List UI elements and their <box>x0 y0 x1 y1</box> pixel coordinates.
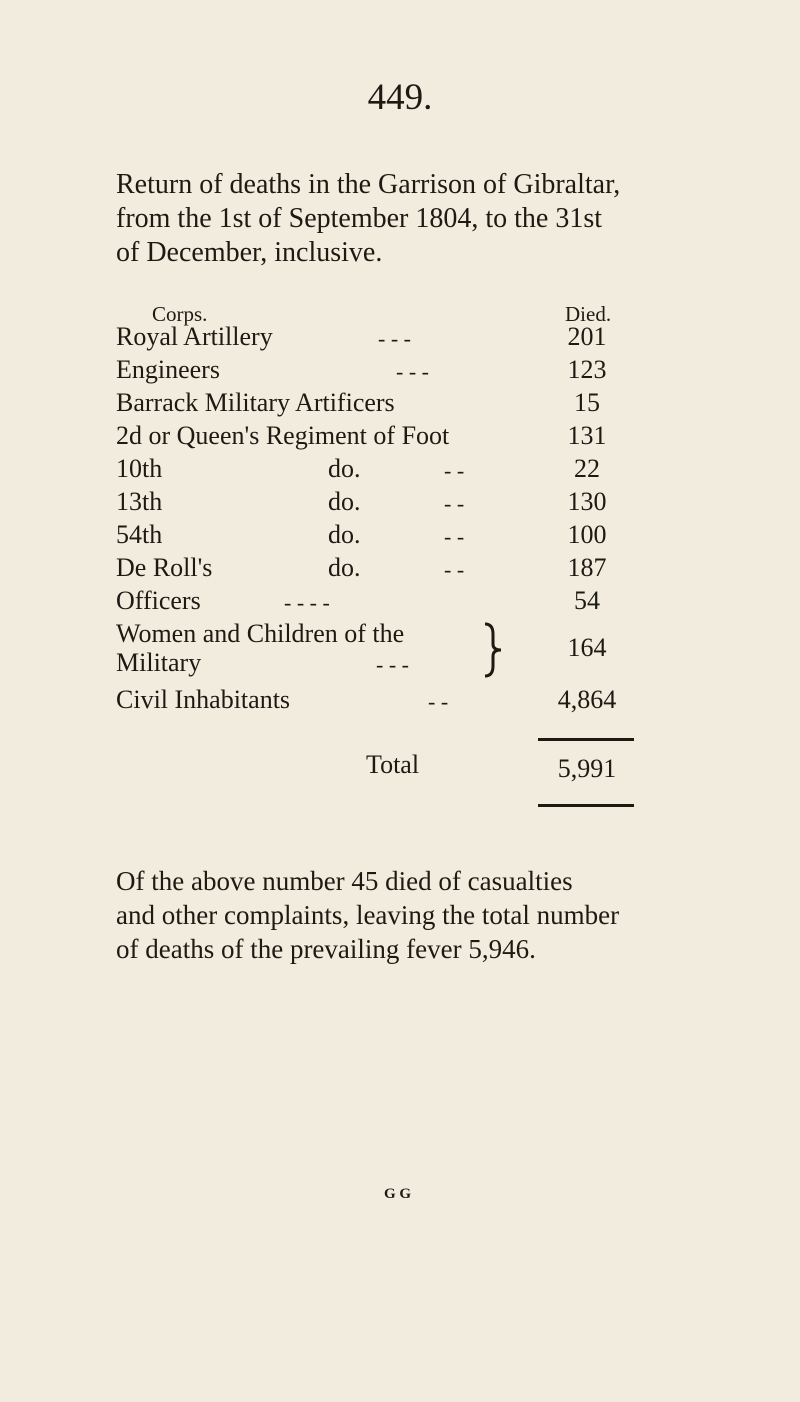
table-row-corps: 54th <box>116 520 163 549</box>
table-row-corps: Officers <box>116 586 201 615</box>
total-rule-top <box>538 738 634 741</box>
table-row-died: 100 <box>567 520 607 549</box>
table-row-died: 123 <box>567 355 607 384</box>
table-row-died: 201 <box>567 322 607 351</box>
column-header-corps: Corps. <box>152 302 208 326</box>
table-row-corps: Women and Children of the <box>116 619 405 648</box>
closing-paragraph <box>116 864 716 966</box>
table-row-leader: - - <box>444 524 465 549</box>
table-row-leader: - - <box>444 491 465 516</box>
table-row-ditto: do. <box>328 454 361 483</box>
table-row-corps: Barrack Military Artificers <box>116 388 395 417</box>
paragraph-line-1: Of the above number 45 died of casualties <box>116 866 573 896</box>
table-row-leader: - - <box>428 689 449 714</box>
table-row-corps: De Roll's <box>116 553 213 582</box>
table-row-died: 130 <box>567 487 607 516</box>
table-row-died: 4,864 <box>557 685 617 714</box>
table-row-leader: - - - - <box>284 590 330 615</box>
column-header-died: Died. <box>565 302 612 326</box>
heading-line-3: of December, inclusive. <box>116 237 383 268</box>
table-row-died: 187 <box>567 553 607 582</box>
table-row-died: 131 <box>567 421 607 450</box>
heading-line-2: from the 1st of September 1804, to the 31st <box>116 203 603 234</box>
total-rule-bottom <box>538 804 634 807</box>
table-row-corps: Civil Inhabitants <box>116 685 291 714</box>
table-row-died: 164 <box>567 633 607 662</box>
page-heading <box>116 168 736 270</box>
table-row-leader: - - - <box>376 652 409 677</box>
table-row-died: 22 <box>574 454 600 483</box>
table-row-corps-continued: Military <box>116 648 202 677</box>
table-row-ditto: do. <box>328 520 361 549</box>
table-row-leader: - - - <box>378 326 411 351</box>
table-row-leader: - - - <box>396 359 429 384</box>
paragraph-line-2: and other complaints, leaving the total number <box>116 900 620 930</box>
table-row-corps: Royal Artillery <box>116 322 273 351</box>
total-label: Total <box>366 750 420 779</box>
table-row-died: 54 <box>574 586 600 615</box>
table-row-ditto: do. <box>328 487 361 516</box>
table-row-corps: Engineers <box>116 355 220 384</box>
table-row-died: 15 <box>574 388 600 417</box>
paragraph-line-3: of deaths of the prevailing fever 5,946. <box>116 934 536 964</box>
total-value: 5,991 <box>557 754 617 783</box>
page-number: 449. <box>367 77 433 118</box>
table-row-corps: 13th <box>116 487 163 516</box>
table-row-ditto: do. <box>328 553 361 582</box>
signature-mark: G G <box>384 1186 412 1202</box>
table-row-corps: 10th <box>116 454 163 483</box>
heading-line-1: Return of deaths in the Garrison of Gibraltar, <box>116 169 621 200</box>
table-row-leader: - - <box>444 557 465 582</box>
table-row-leader: - - <box>444 458 465 483</box>
table-row-corps: 2d or Queen's Regiment of Foot <box>116 421 450 450</box>
right-brace <box>482 622 504 678</box>
